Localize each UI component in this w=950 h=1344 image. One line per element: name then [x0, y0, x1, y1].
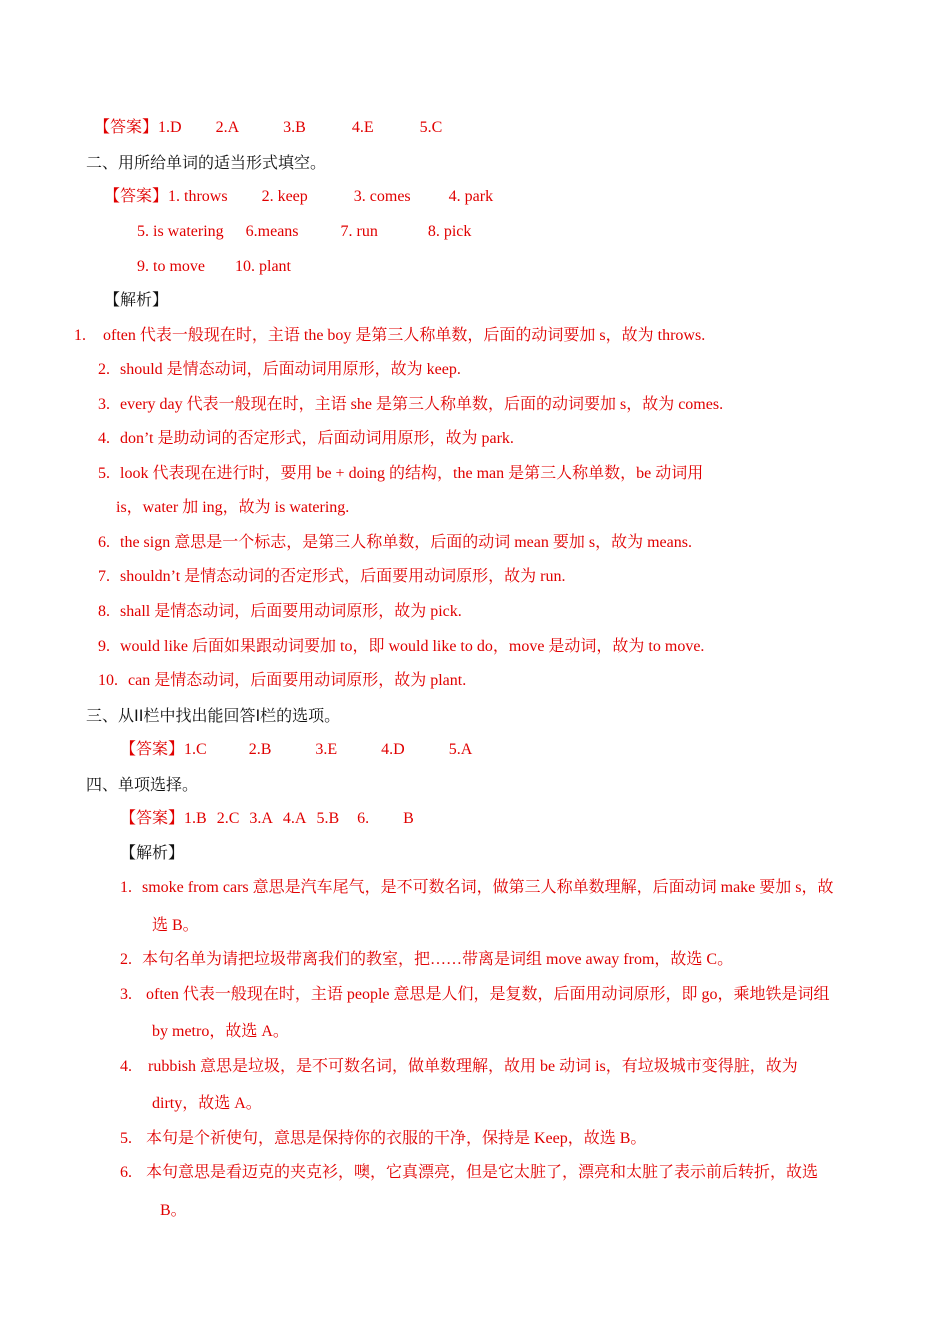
item-number: 4. — [120, 1058, 132, 1075]
answer-item: 2.C — [216, 810, 240, 827]
answer-item: 5.B — [316, 810, 340, 827]
item-number: 1. — [120, 879, 132, 896]
item-number: 1. — [74, 327, 86, 344]
explanation-continuation: is，water 加 ing，故为 is watering. — [116, 499, 350, 516]
answer-item: 9. to move — [137, 258, 205, 275]
item-number: 8. — [98, 603, 110, 620]
answer-tag: 【答案】 — [120, 810, 185, 827]
answer-item: 1.B — [184, 810, 207, 827]
explanation-item — [120, 877, 834, 899]
item-number: 2. — [120, 951, 132, 968]
answer-item: 2.A — [215, 119, 240, 136]
answer-item: 2.B — [248, 741, 272, 758]
answer-item: 1.D — [158, 119, 182, 136]
item-number: 9. — [98, 638, 110, 655]
item-number: 10. — [98, 672, 118, 689]
answer-item: 5. is watering — [137, 223, 224, 240]
item-text: shall 是情态动词，后面要用动词原形，故为 pick. — [120, 603, 462, 620]
item-number: 3. — [98, 396, 110, 413]
section2-heading: 二、用所给单词的适当形式填空。 — [86, 153, 327, 172]
answer-item: 4.D — [381, 741, 405, 758]
answer-item: 1.C — [184, 741, 207, 758]
item-text: 本句意思是看迈克的夹克衫，噢，它真漂亮，但是它太脏了，漂亮和太脏了表示前后转折，故选 — [146, 1164, 819, 1181]
explanation-item — [98, 670, 466, 692]
answer-tag: 【答案】 — [120, 741, 185, 758]
explanation-continuation: by metro，故选 A。 — [152, 1023, 289, 1040]
explanation-item — [120, 1128, 646, 1150]
explanation-continuation: dirty，故选 A。 — [152, 1095, 262, 1112]
answer-item: 3.B — [283, 119, 306, 136]
explanation-item — [120, 1056, 798, 1078]
item-text: rubbish 意思是垃圾，是不可数名词，做单数理解，故用 be 动词 is，有垃圾城市变得脏，故为 — [148, 1058, 798, 1075]
item-number: 7. — [98, 568, 110, 585]
answer-item: 7. run — [340, 223, 378, 240]
answer-item: 4. park — [448, 188, 494, 205]
item-number: 5. — [120, 1130, 132, 1147]
answer-item: 4.A — [282, 810, 307, 827]
answer-item: 1. throws — [168, 188, 228, 205]
explanation-item — [120, 1162, 818, 1184]
explanation-item — [98, 566, 566, 588]
item-text: can 是情态动词，后面要用动词原形，故为 plant. — [128, 672, 467, 689]
item-number: 6. — [98, 534, 110, 551]
item-number: 6. — [120, 1164, 132, 1181]
explanation-item — [98, 463, 703, 485]
explanation-item — [74, 325, 705, 347]
item-text: shouldn’t 是情态动词的否定形式，后面要用动词原形，故为 run. — [120, 568, 566, 585]
item-text: don’t 是助动词的否定形式，后面动词用原形，故为 park. — [120, 430, 514, 447]
explanation-item — [98, 532, 692, 554]
item-text: would like 后面如果跟动词要加 to，即 would like to do，move 是动词，故为 to move. — [120, 638, 705, 655]
answer-item: 2. keep — [261, 188, 308, 205]
answer-item: 3. comes — [353, 188, 411, 205]
section2-analysis-tag: 【解析】 — [104, 292, 169, 309]
explanation-item — [98, 359, 461, 381]
answer-item: 5.C — [419, 119, 443, 136]
item-number: 3. — [120, 986, 132, 1003]
answer-item: 6.means — [245, 223, 299, 240]
answer-tag: 【答案】 — [104, 188, 169, 205]
explanation-item — [120, 949, 733, 971]
section2-answer-row-1 — [104, 186, 493, 208]
explanation-item — [98, 601, 462, 623]
answer-item: 3.A — [249, 810, 273, 827]
explanation-item — [98, 428, 514, 450]
explanation-continuation: B。 — [160, 1202, 187, 1219]
explanation-item — [98, 394, 723, 416]
item-text: the sign 意思是一个标志，是第三人称单数，后面的动词 mean 要加 s，故为 means. — [120, 534, 692, 551]
item-text: often 代表一般现在时，主语 people 意思是人们，是复数，后面用动词原形，即 go，乘地铁是词组 — [146, 986, 830, 1003]
section3-heading: 三、从II栏中找出能回答I栏的选项。 — [86, 706, 341, 725]
explanation-item — [98, 636, 704, 658]
answer-item: 6. — [357, 810, 370, 827]
item-number: 4. — [98, 430, 110, 447]
answer-item: 8. pick — [427, 223, 472, 240]
answer-item: 4.E — [351, 119, 374, 136]
answer-item: 3.E — [315, 741, 338, 758]
answer-item: 5.A — [448, 741, 473, 758]
section4-heading: 四、单项选择。 — [86, 775, 199, 794]
section4-analysis-tag: 【解析】 — [120, 845, 185, 862]
item-text: every day 代表一般现在时，主语 she 是第三人称单数，后面的动词要加 s，故为 comes. — [120, 396, 724, 413]
item-text: smoke from cars 意思是汽车尾气，是不可数名词，做第三人称单数理解，后面动词 make 要加 s，故 — [142, 879, 834, 896]
item-text: often 代表一般现在时，主语 the boy 是第三人称单数，后面的动词要加 s，故为 throws. — [103, 327, 706, 344]
explanation-continuation: 选 B。 — [152, 917, 199, 934]
section2-answer-row-3 — [137, 256, 291, 278]
answer-tag: 【答案】 — [94, 119, 159, 136]
answer-item: 10. plant — [235, 258, 291, 275]
section2-answer-row-2 — [137, 221, 471, 243]
answer-item: B — [403, 810, 414, 827]
item-text: look 代表现在进行时，要用 be + doing 的结构，the man 是第三人称单数，be 动词用 — [120, 465, 704, 482]
item-number: 5. — [98, 465, 110, 482]
explanation-item — [120, 984, 830, 1006]
item-number: 2. — [98, 361, 110, 378]
section4-answer-row — [120, 808, 414, 830]
section3-answer-row — [120, 739, 472, 761]
item-text: 本句是个祈使句，意思是保持你的衣服的干净，保持是 Keep，故选 B。 — [146, 1130, 647, 1147]
item-text: 本句名单为请把垃圾带离我们的教室，把……带离是词组 move away from，故选 C。 — [142, 951, 734, 968]
section1-answer-row — [94, 117, 442, 139]
item-text: should 是情态动词，后面动词用原形，故为 keep. — [120, 361, 461, 378]
